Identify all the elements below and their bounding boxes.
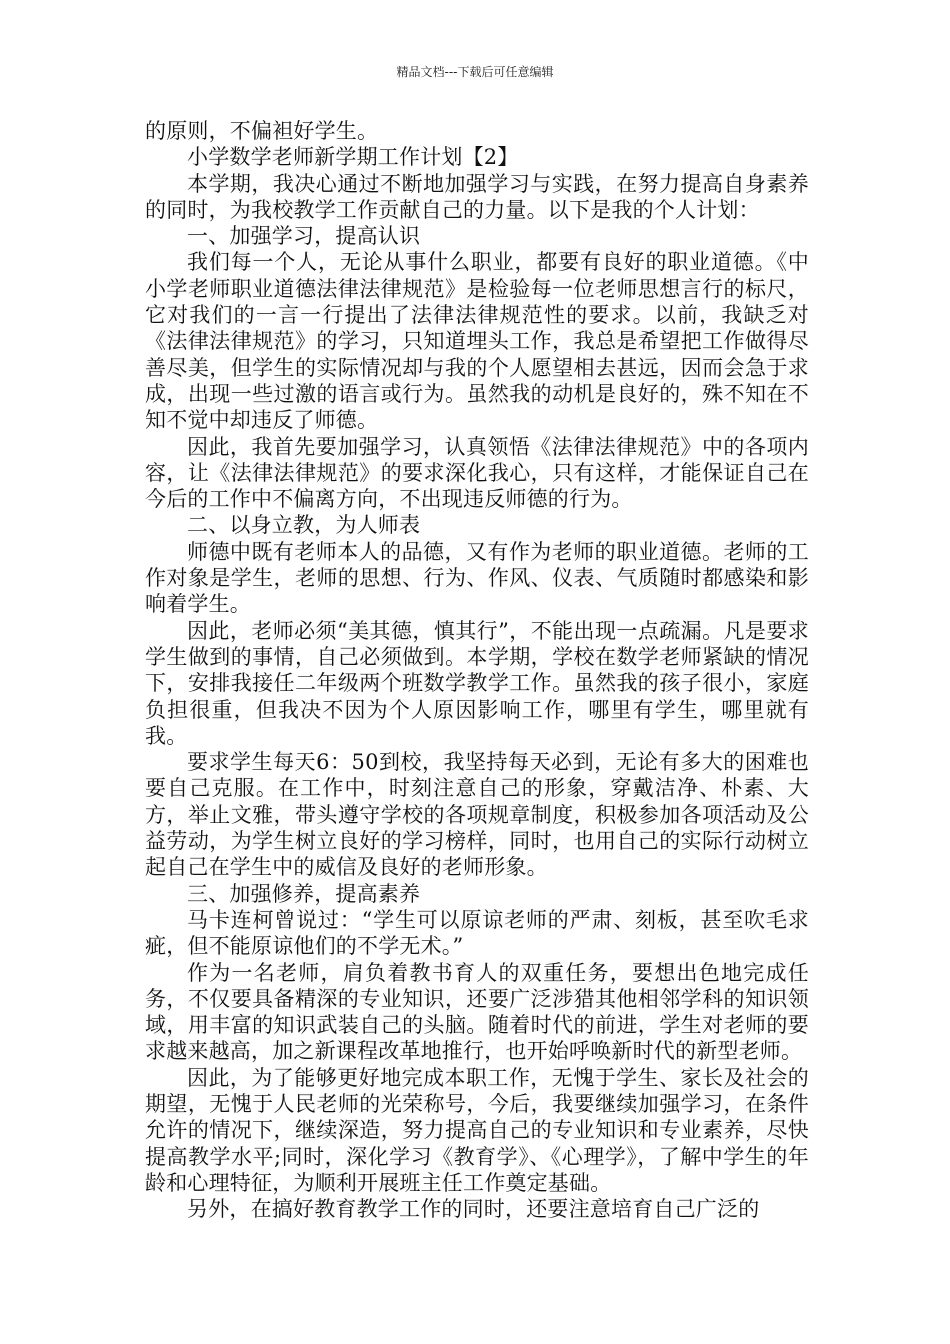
paragraph: 本学期，我决心通过不断地加强学习与实践，在努力提高自身素养的同时，为我校教学工作贡献自己的力量。以下是我的个人计划： — [145, 171, 809, 222]
heading-2: 二、以身立教，为人师表 — [187, 513, 421, 538]
paragraph: 我们每一个人，无论从事什么职业，都要有良好的职业道德。《中小学老师职业道德法律法律规范》是检验每一位老师思想言行的标尺，它对我们的一言一行提出了法律法律规范性的要求。以前，我缺乏对《法律法律规范》的学习，只知道埋头工作，我总是希望把工作做得尽善尽美，但学生的实际情况却与我的个人愿望相去甚远，因而会急于求成，出现一些过激的语言或行为。虽然我的动机是良好的，殊不知在不知不觉中却违反了师德。 — [145, 250, 809, 433]
heading-3: 三、加强修养，提高素养 — [187, 881, 421, 906]
document-body — [145, 118, 809, 1222]
paragraph: 因此，我首先要加强学习，认真领悟《法律法律规范》中的各项内容，让《法律法律规范》的要求深化我心，只有这样，才能保证自己在今后的工作中不偏离方向，不出现违反师德的行为。 — [145, 434, 809, 512]
paragraph: 师德中既有老师本人的品德，又有作为老师的职业道德。老师的工作对象是学生，老师的思想、行为、作风、仪表、气质随时都感染和影响着学生。 — [145, 539, 809, 617]
page-header: 精品文档---下载后可任意编辑 — [396, 65, 554, 79]
paragraph: 作为一名老师，肩负着教书育人的双重任务，要想出色地完成任务，不仅要具备精深的专业知识，还要广泛涉猎其他相邻学科的知识领域，用丰富的知识武装自己的头脑。随着时代的前进，学生对老师的要求越来越高，加之新课程改革地推行，也开始呼唤新时代的新型老师。 — [145, 960, 809, 1064]
paragraph: 因此，老师必须“美其德，慎其行”，不能出现一点疏漏。凡是要求学生做到的事情，自己必须做到。本学期，学校在数学老师紧缺的情况下，安排我接任二年级两个班数学教学工作。虽然我的孩子很小，家庭负担很重，但我决不因为个人原因影响工作，哪里有学生，哪里就有我。 — [145, 618, 809, 748]
paragraph: 马卡连柯曾说过：“学生可以原谅老师的严肃、刻板，甚至吹毛求疵，但不能原谅他们的不学无术。” — [145, 907, 809, 959]
paragraph: 要求学生每天6：50到校，我坚持每天必到，无论有多大的困难也要自己克服。在工作中，时刻注意自己的形象，穿戴洁净、朴素、大方，举止文雅，带头遵守学校的各项规章制度，积极参加各项活动及公益劳动，为学生树立良好的学习榜样，同时，也用自己的实际行动树立起自己在学生中的威信及良好的老师形象。 — [145, 750, 809, 880]
heading-1: 一、加强学习，提高认识 — [187, 224, 421, 249]
paragraph: 另外，在搞好教育教学工作的同时，还要注意培育自己广泛的 — [187, 1197, 760, 1222]
paragraph: 因此，为了能够更好地完成本职工作，无愧于学生、家长及社会的期望，无愧于人民老师的光荣称号，今后，我要继续加强学习，在条件允许的情况下，继续深造，努力提高自己的专业知识和专业素养，尽快提高教学水平;同时，深化学习《教育学》、《心理学》，了解中学生的年龄和心理特征，为顺利开展班主任工作奠定基础。 — [145, 1065, 809, 1195]
section-title: 小学数学老师新学期工作计划【2】 — [187, 145, 519, 170]
paragraph-continuation: 的原则，不偏袒好学生。 — [145, 119, 379, 143]
